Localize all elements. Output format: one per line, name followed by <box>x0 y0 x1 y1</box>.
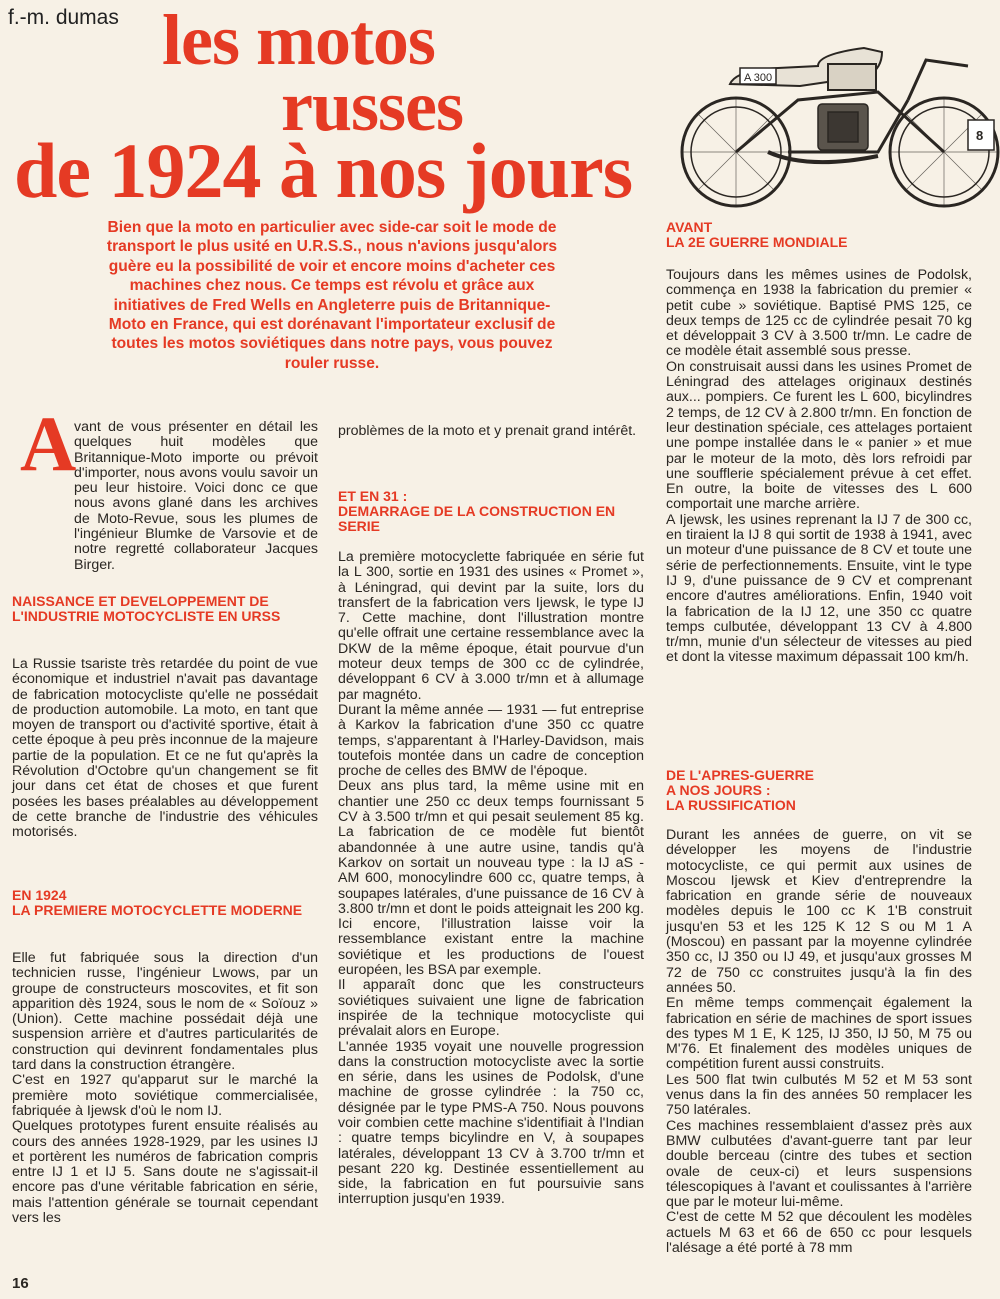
col3-heading-2c: LA RUSSIFICATION <box>666 797 796 813</box>
col1-opening-text: vant de vous présenter en détail les quelques huit modèles que Britannique-Moto importe ou prévoit d'importer, nous avons voulu savoir un peu leur histoire. Voici donc ce que nous avons glané dans les archives de Moto-Revue, sous les plumes de l'ingénieur Blumke de Varsovie et de notre regretté collaborateur Jacques Birger. <box>74 419 318 573</box>
col3-para-6-text: Les 500 flat twin culbutés M 52 et M 53 sont venus dans la fin des années 50 remplacer les 750 latérales. <box>666 1071 972 1119</box>
col3-para-7-text: Ces machines ressemblaient d'assez près aux BMW culbutées d'avant-guerre tant par leur double berceau (cintre des tubes et section ovale de ceux-ci) et leurs suspensions télescopiques à l'avant et coulissantes à l'arrière que par le moteur lui-même. <box>666 1117 972 1211</box>
author-byline: f.-m. dumas <box>8 6 119 29</box>
col3-heading-1 <box>666 220 966 250</box>
col2-body <box>338 550 644 1208</box>
col3-para-5-text: En même temps commençait également la fabrication en série de machines de sport issues des types M 1 E, K 125, IJ 350, IJ 50, M 75 ou M'76. Et finalement des modèles uniques de compétition furent aussi construits. <box>666 995 972 1073</box>
col2-continuation-text: problèmes de la moto et y prenait grand intérêt. <box>338 423 637 439</box>
col3-para-2-text: On construisait aussi dans les usines Promet de Léningrad des attelages originaux destinés aux... pompiers. Ce furent les L 600, bicylindres 2 temps, de 12 CV à 2.800 tr/mn. En fonction de leur destination spéciale, ces attelages portaient une pompe installée dans le « panier » et mue par le moteur de la moto, dès lors refroidi par une soufflerie spécialement prévue à cet effet. En outre, la boite de vitesses des L 600 comportait une marche arrière. <box>666 358 972 513</box>
col1-heading-1: NAISSANCE ET DEVELOPPEMENT DE L'INDUSTRIE MOTOCYCLISTE EN URSS <box>12 593 281 624</box>
col1-para-2 <box>12 951 318 1226</box>
col2-continuation <box>338 424 644 439</box>
col3-para-1-text: Toujours dans les mêmes usines de Podolsk, commença en 1938 la fabrication du premier « petit cube » soviétique. Baptisé PMS 125, ce deux temps de 125 cc de cylindrée pesait 70 kg et développait 3 CV à 3.500 tr/mn. Le cadre de ce modèle était assemblé sous presse. <box>666 267 972 360</box>
col1-para-2-text: Elle fut fabriquée sous la direction d'un technicien russe, l'ingénieur Lwows, par un groupe de constructeurs moscovites, et fit son apparition dès 1924, sous le nom de « Soïouz » (Union). Cette machine possédait déjà une suspension arrière et d'autres particularités de construction qui devinrent fondamentales plus tard dans la construction étrangère. <box>12 950 318 1074</box>
col2-heading-1a: ET EN 31 : <box>338 488 408 504</box>
col3-heading-2a: DE L'APRES-GUERRE <box>666 767 815 783</box>
col1-heading-2 <box>12 888 312 918</box>
title-line-2: russes <box>281 66 464 146</box>
col3-heading-2b: A NOS JOURS : <box>666 782 771 798</box>
col2-para-1-text: La première motocyclette fabriquée en série fut la L 300, sortie en 1931 des usines « Promet », à Léningrad, qui devint par la suite, lors du transfert de la fabrication vers Ijewsk, le type IJ 7. Cette machine, dont l'illustration montre qu'elle offrait une certaine ressemblance avec la DKW de la même époque, était pourvue d'un moteur deux temps de 300 cc de cylindrée, développant 6 CV à 3.000 tr/mn et à allumage par magnéto. <box>338 549 644 703</box>
number-label: 8 <box>976 128 984 143</box>
col1-para-1 <box>12 657 318 841</box>
col2-para-4-text: Il apparaît donc que les constructeurs soviétiques suivaient une ligne de fabrication inspirée de la technique motocycliste qui prévalait alors en Europe. <box>338 977 644 1040</box>
col1-para-4-text: Quelques prototypes furent ensuite réalisés au cours des années 1928-1929, par les usines IJ et portèrent les numéros de fabrication compris entre IJ 1 et IJ 5. Sans doute ne s'agissait-il encore pas d'une véritable fabrication en série, mais l'attention générale se tournait cependant vers les <box>12 1118 318 1227</box>
motorcycle-illustration <box>668 40 1000 210</box>
plate-label: A 300 <box>744 72 773 84</box>
col2-para-5-text: L'année 1935 voyait une nouvelle progression dans la construction motocycliste avec la sortie en série, dans les usines de Podolsk, d'une machine de grosse cylindrée : la 750 cc, désignée par le type PMS-A 750. Nous pouvons voir combien cette machine s'identifiait à l'Indian : quatre temps bicylindre en V, à soupapes latérales, développant 13 CV à 3.700 tr/mn et pesant 220 kg. Destinée essentiellement au side, la fabrication en fut poursuivie sans interruption jusqu'en 1939. <box>338 1038 644 1208</box>
intro-paragraph: Bien que la moto en particulier avec side-car soit le mode de transport le plus usité en U.R.S.S., nous n'avions jusqu'alors guère eu la possibilité de voir et encore moins d'acheter ces machines chez nous. Ce temps est révolu et grâce aux initiatives de Fred Wells en Angleterre puis de Britannique-Moto en France, qui est dorénavant l'importateur exclusif de toutes les motos soviétiques dans notre pays, vous pouvez rouler russe. <box>106 219 558 372</box>
col1-heading-2b: LA PREMIERE MOTOCYCLETTE MODERNE <box>12 902 303 918</box>
page-number: 16 <box>12 1275 29 1292</box>
title-line-1: les motos <box>162 0 435 80</box>
col1-para-3-text: C'est en 1927 qu'apparut sur le marché la première moto soviétique commercialisée, fabriquée à Ijewsk d'où le nom IJ. <box>12 1072 318 1119</box>
col2-heading-1b: DEMARRAGE DE LA CONSTRUCTION EN SERIE <box>338 503 616 534</box>
col3-heading-1b: LA 2E GUERRE MONDIALE <box>666 234 848 250</box>
col3-para-4-text: Durant les années de guerre, on vit se développer les moyens de l'industrie motocycliste, ce qui permit aux usines de Moscou Ijewsk et Kiev d'entreprendre la fabrication en grande série de nouveaux modèles depuis le 100 cc K 1'B construit jusqu'en 53 et les 125 K 12 S ou M 1 A (Moscou) en passant par la moyenne cylindrée 350 cc, IJ 350 ou IJ 49, et jusqu'aux grosses M 72 de 750 cc construites jusqu'à la fin des années 50. <box>666 827 972 996</box>
col2-para-2-text: Durant la même année — 1931 — fut entreprise à Karkov la fabrication d'une 350 cc quatre temps, s'apparentant à l'Harley-Davidson, mais toutefois montée dans un cadre de conception proche de celles des BMW de l'époque. <box>338 701 644 780</box>
col1-heading-2a: EN 1924 <box>12 887 67 903</box>
col1-para-1-text: La Russie tsariste très retardée du point de vue économique et industriel n'avait pas davantage de fabrication motocycliste qu'elle ne possédait de production automobile. La moto, en tant que moyen de transport ou d'activité sportive, était à cette époque à peu près inconnue de la majeure partie de la population. Et ce ne fut qu'après la Révolution d'Octobre qu'un changement se fit jour dans cet état de choses et que furent posées les bases préalables au développement de cette branche de l'industrie des véhicules motorisés. <box>12 656 318 841</box>
col3-heading-2 <box>666 768 966 813</box>
col2-para-3-text: Deux ans plus tard, la même usine mit en chantier une 250 cc deux temps fournissant 5 CV à 3.500 tr/mn et qui pesait seulement 85 kg. La fabrication de ce modèle fut bientôt abandonnée à une autre usine, tandis qu'à Karkov on sortait un nouveau type : la IJ aS - AM 600, monocylindre 600 cc, quatre temps, à soupapes latérales, d'une puissance de 16 CV à 3.800 tr/mn et dont le poids atteignait les 200 kg. Ici encore, l'illustration laisse voir la ressemblance existant entre la machine soviétique et les productions de l'ouest européen, les BSA par exemple. <box>338 778 645 979</box>
drop-cap: A <box>20 400 77 487</box>
col3-para-8-text: C'est de cette M 52 que découlent les modèles actuels M 63 et 66 de 650 cc pour lesquels l'alésage a été porté à 78 mm <box>666 1209 972 1257</box>
col2-heading-1 <box>338 489 638 534</box>
col3-para-3-text: A Ijewsk, les usines reprenant la IJ 7 de 300 cc, en tiraient la IJ 8 qui sortit de 1938 à 1941, avec un moteur d'une puissance de 8 CV et toute une série de perfectionnements. Ensuite, vint le type IJ 9, d'une puissance de 9 CV et comprenant encore d'autres améliorations. Enfin, 1940 voit la fabrication de la IJ 12, une 350 cc quatre temps culbutée, développant 13 CV à 4.800 tr/mn, munie d'un sélecteur de vitesses au pied et dont la vitesse maximum dépassait 100 km/h. <box>666 511 972 666</box>
col3-body-1 <box>666 268 972 666</box>
title-line-3: de 1924 à nos jours <box>14 127 633 214</box>
col3-heading-1a: AVANT <box>666 219 713 235</box>
col1-opening <box>12 420 318 573</box>
col3-body-2 <box>666 828 972 1256</box>
